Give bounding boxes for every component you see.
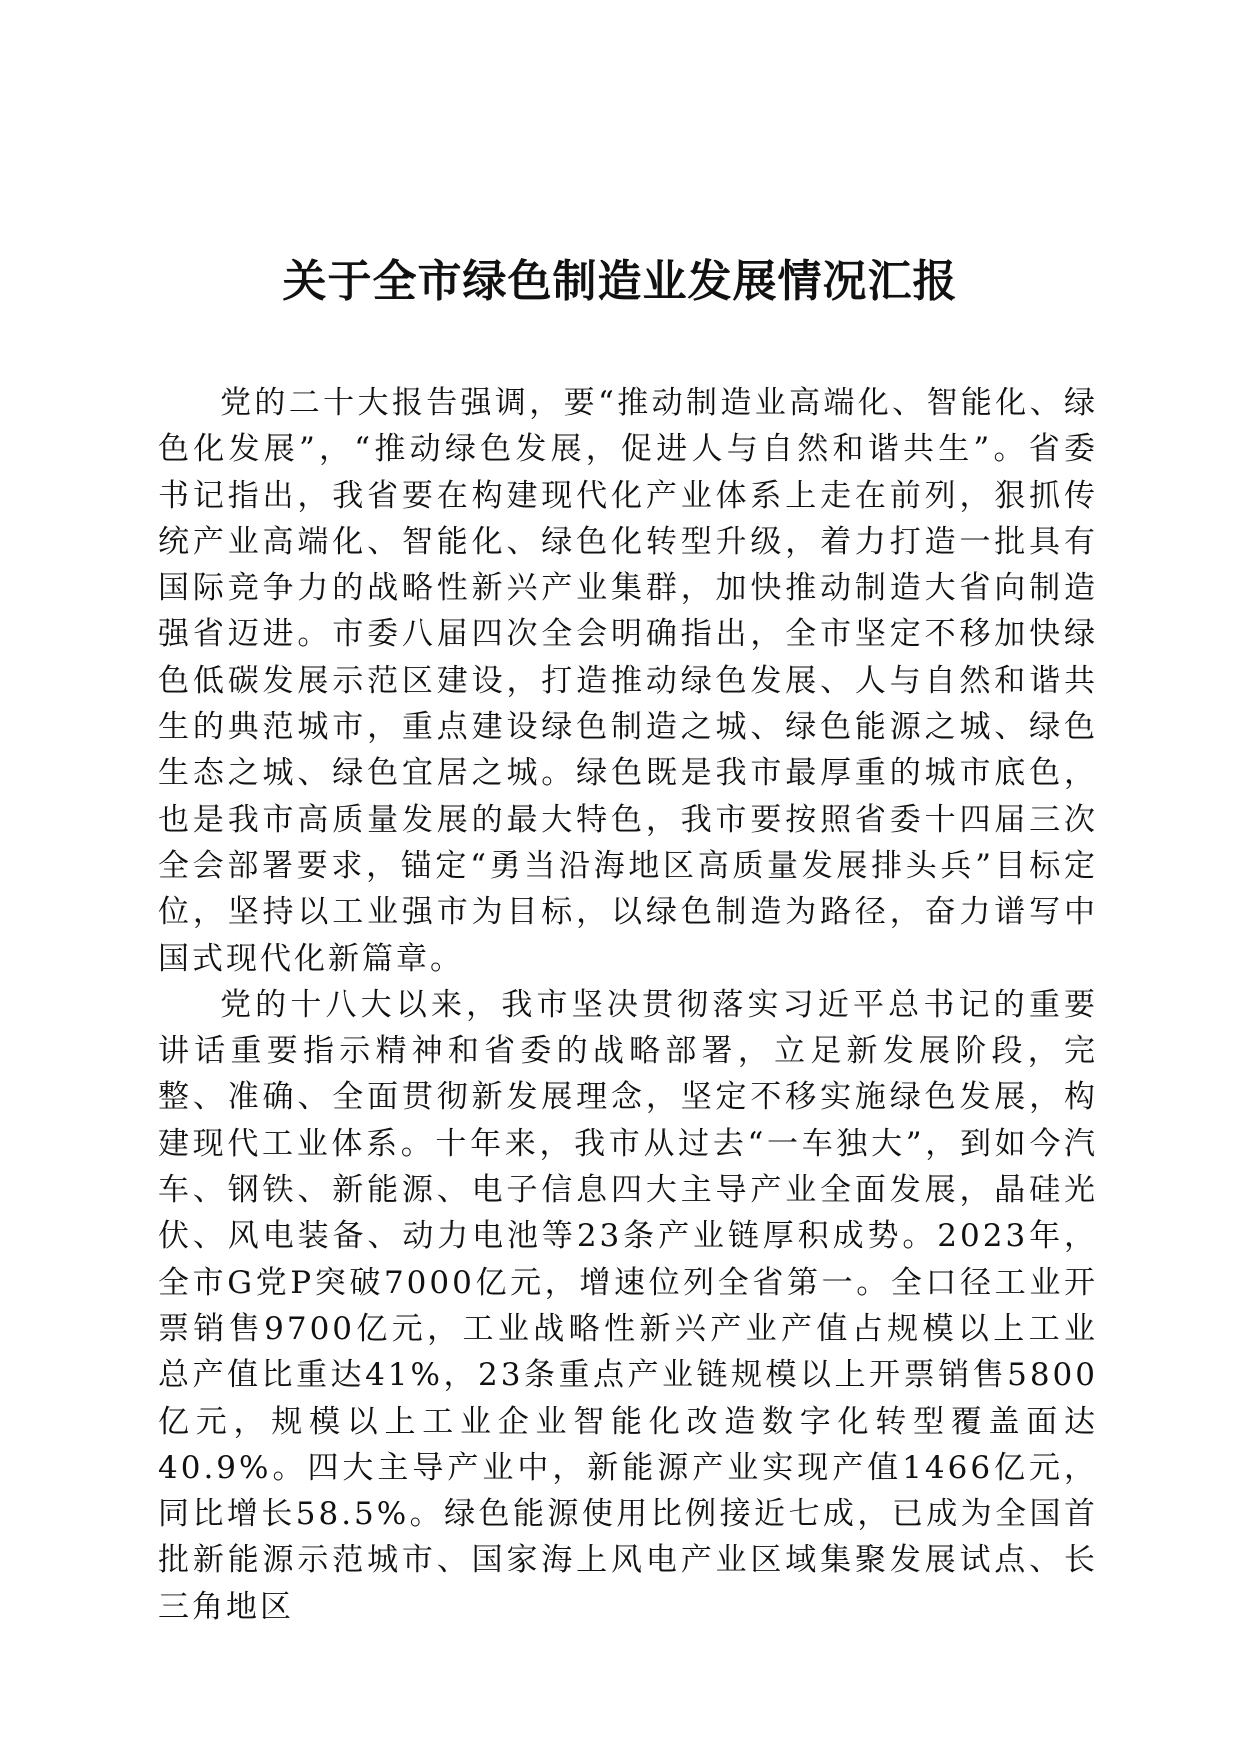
body-paragraph-2: 党的十八大以来，我市坚决贯彻落实习近平总书记的重要讲话重要指示精神和省委的战略部署，立足新发展阶段，完整、准确、全面贯彻新发展理念，坚定不移实施绿色发展，构建现代工业体系。十年来，我市从过去“一车独大”，到如今汽车、钢铁、新能源、电子信息四大主导产业全面发展，晶硅光伏、风电装备、动力电池等23条产业链厚积成势。2023年，全市G党P突破7000亿元，增速位列全省第一。全口径工业开票销售9700亿元，工业战略性新兴产业产值占规模以上工业总产值比重达41%，23条重点产业链规模以上开票销售5800亿元，规模以上工业企业智能化改造数字化转型覆盖面达40.9%。四大主导产业中，新能源产业实现产值1466亿元，同比增长58.5%。绿色能源使用比例接近七成，已成为全国首批新能源示范城市、国家海上风电产业区域集聚发展试点、长三角地区 [158, 986, 1098, 1625]
document-body [158, 380, 1098, 1630]
body-paragraph-1: 党的二十大报告强调，要“推动制造业高端化、智能化、绿色化发展”，“推动绿色发展，促进人与自然和谐共生”。省委书记指出，我省要在构建现代化产业体系上走在前列，狠抓传统产业高端化、智能化、绿色化转型升级，着力打造一批具有国际竞争力的战略性新兴产业集群，加快推动制造大省向制造强省迈进。市委八届四次全会明确指出，全市坚定不移加快绿色低碳发展示范区建设，打造推动绿色发展、人与自然和谐共生的典范城市，重点建设绿色制造之城、绿色能源之城、绿色生态之城、绿色宜居之城。绿色既是我市最厚重的城市底色，也是我市高质量发展的最大特色，我市要按照省委十四届三次全会部署要求，锚定“勇当沿海地区高质量发展排头兵”目标定位，坚持以工业强市为目标，以绿色制造为路径，奋力谱写中国式现代化新篇章。 [158, 385, 1098, 977]
document-title: 关于全市绿色制造业发展情况汇报 [282, 256, 958, 307]
